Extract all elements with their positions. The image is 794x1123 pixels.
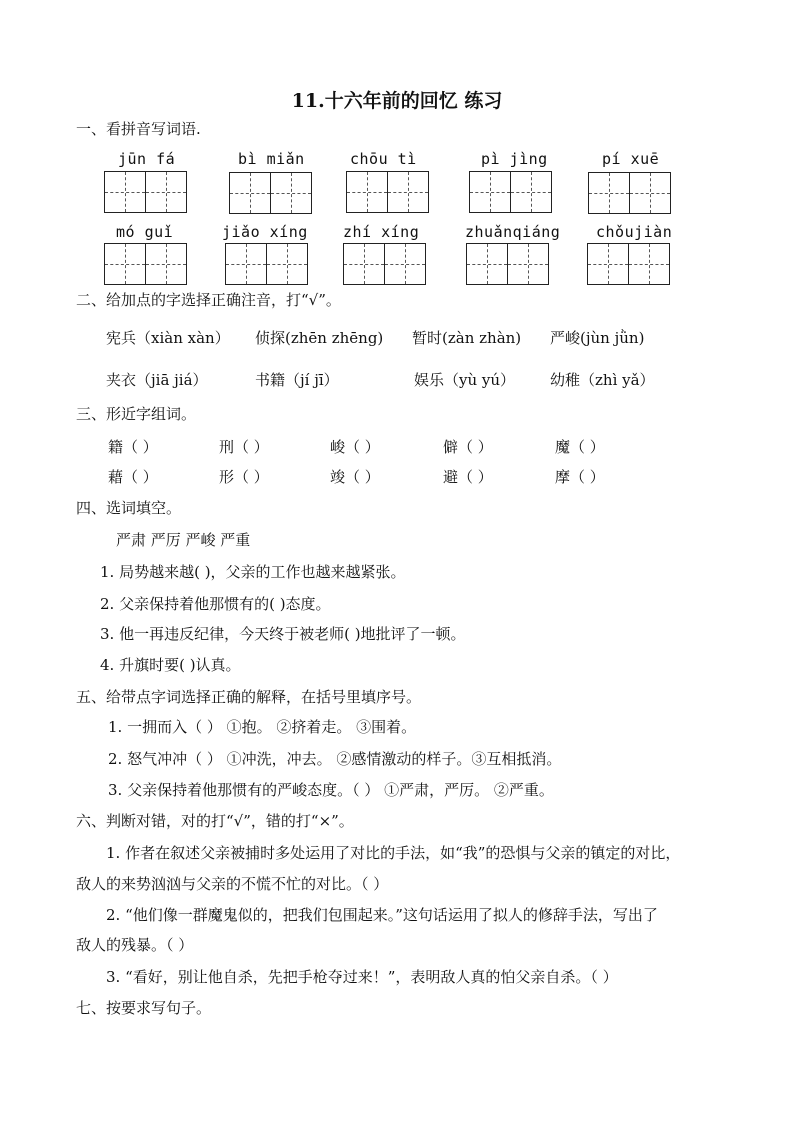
pronunciation-item[interactable]: 娱乐（yù yú） <box>414 371 516 389</box>
writing-grid[interactable] <box>587 243 670 285</box>
section-6-heading: 六、判断对错，对的打“√”，错的打“×”。 <box>76 812 354 830</box>
pronunciation-item[interactable]: 侦探(zhēn zhēng) <box>255 329 384 347</box>
meaning-item[interactable]: 3. 父亲保持着他那惯有的严峻态度。（ ） ①严肃，严厉。 ②严重。 <box>108 781 554 799</box>
writing-grid[interactable] <box>229 172 312 214</box>
writing-grid[interactable] <box>343 243 426 285</box>
pinyin-label: bì miǎn <box>238 150 305 168</box>
writing-grid[interactable] <box>466 243 549 285</box>
pinyin-label: zhí xíng <box>343 223 420 241</box>
judge-item-2-line-2[interactable]: 敌人的残暴。（ ） <box>76 936 194 954</box>
word-blank[interactable]: 避（ ） <box>443 468 493 486</box>
judge-item-1-line-2[interactable]: 敌人的来势汹汹与父亲的不慌不忙的对比。（ ） <box>76 875 389 893</box>
meaning-item[interactable]: 2. 怒气冲冲（ ） ①冲洗，冲去。 ②感情激动的样子。③互相抵消。 <box>108 750 562 768</box>
fill-blank-item[interactable]: 3. 他一再违反纪律，今天终于被老师( )地批评了一顿。 <box>100 625 466 643</box>
word-blank[interactable]: 藉（ ） <box>108 468 158 486</box>
pronunciation-item[interactable]: 严峻(jùn jǜn) <box>550 329 645 347</box>
section-1-heading: 一、看拼音写词语. <box>76 120 201 138</box>
pinyin-label: jiǎo xíng <box>222 223 308 241</box>
section-4-heading: 四、选词填空。 <box>76 499 182 517</box>
fill-blank-item[interactable]: 2. 父亲保持着他那惯有的( )态度。 <box>100 595 331 613</box>
pronunciation-item[interactable]: 书籍（jí jī） <box>255 371 339 389</box>
section-3-heading: 三、形近字组词。 <box>76 405 197 423</box>
section-5-heading: 五、给带点字词选择正确的解释，在括号里填序号。 <box>76 688 422 706</box>
writing-grid[interactable] <box>346 171 429 213</box>
word-blank[interactable]: 竣（ ） <box>330 468 380 486</box>
word-blank[interactable]: 籍（ ） <box>108 438 158 456</box>
pronunciation-item[interactable]: 宪兵（xiàn xàn） <box>106 329 230 347</box>
pinyin-label: mó guǐ <box>116 223 174 241</box>
word-blank[interactable]: 形（ ） <box>219 468 269 486</box>
word-blank[interactable]: 魔（ ） <box>555 438 605 456</box>
judge-item-1-line-1: 1. 作者在叙述父亲被捕时多处运用了对比的手法，如“我”的恐惧与父亲的镇定的对比， <box>106 844 681 862</box>
word-blank[interactable]: 摩（ ） <box>555 468 605 486</box>
section-2-heading: 二、给加点的字选择正确注音，打“√”。 <box>76 291 341 309</box>
pronunciation-item[interactable]: 夹衣（jiā jiá） <box>106 371 208 389</box>
writing-grid[interactable] <box>588 172 671 214</box>
meaning-item[interactable]: 1. 一拥而入（ ） ①抱。 ②挤着走。 ③围着。 <box>108 718 417 736</box>
pinyin-label: pì jìng <box>481 150 548 168</box>
pinyin-label: pí xuē <box>602 150 660 168</box>
judge-item-2-line-1: 2. “他们像一群魔鬼似的，把我们包围起来。”这句话运用了拟人的修辞手法，写出了 <box>106 906 658 924</box>
word-bank: 严肃 严厉 严峻 严重 <box>116 531 251 549</box>
pinyin-label: chǒujiàn <box>596 223 673 241</box>
fill-blank-item[interactable]: 4. 升旗时要( )认真。 <box>100 656 241 674</box>
word-blank[interactable]: 刑（ ） <box>219 438 269 456</box>
writing-grid[interactable] <box>469 171 552 213</box>
pinyin-label: chōu tì <box>350 150 417 168</box>
pronunciation-item[interactable]: 暂时(zàn zhàn) <box>412 329 522 347</box>
page-title: 11.十六年前的回忆 练习 <box>291 90 503 112</box>
fill-blank-item[interactable]: 1. 局势越来越( )，父亲的工作也越来越紧张。 <box>100 563 406 581</box>
pinyin-label: jūn fá <box>118 150 176 168</box>
pronunciation-item[interactable]: 幼稚（zhì yǎ） <box>550 371 655 389</box>
writing-grid[interactable] <box>104 171 187 213</box>
word-blank[interactable]: 僻（ ） <box>443 438 493 456</box>
pinyin-label: zhuǎnqiáng <box>465 223 561 241</box>
section-7-heading: 七、按要求写句子。 <box>76 999 212 1017</box>
word-blank[interactable]: 峻（ ） <box>330 438 380 456</box>
writing-grid[interactable] <box>104 243 187 285</box>
judge-item-3[interactable]: 3. “看好，别让他自杀，先把手枪夺过来！”，表明敌人真的怕父亲自杀。（ ） <box>106 968 618 986</box>
writing-grid[interactable] <box>225 243 308 285</box>
